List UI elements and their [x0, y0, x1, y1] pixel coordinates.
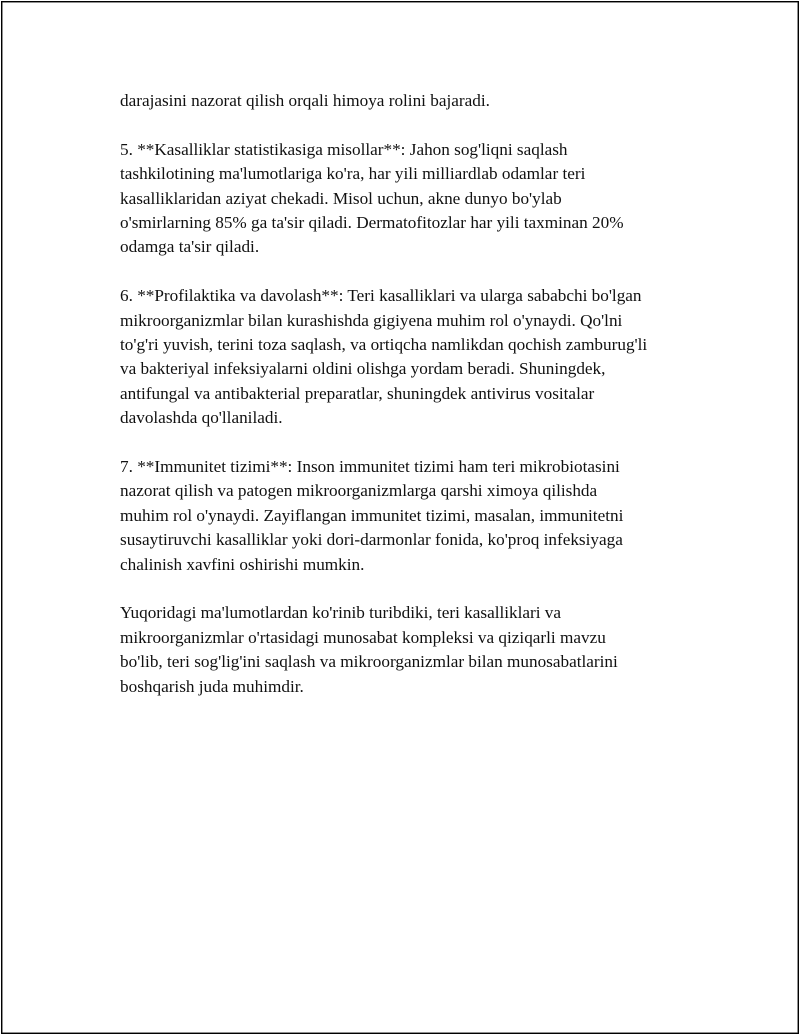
- document-body: [120, 89, 710, 723]
- paragraph-immune-system: 7. **Immunitet tizimi**: Inson immunitet tizimi ham teri mikrobiotasini nazorat qilish va patogen mikroorganizmlarga qarshi ximoya qilishda muhim rol o'ynaydi. Zayiflangan immunitet tizimi, masalan, immunitetni susaytiruvchi kasalliklar yoki dori-darmonlar fonida, ko'proq infeksiyaga chalinish xavfini oshirishi mumkin.: [120, 457, 624, 574]
- paragraph-disease-statistics: 5. **Kasalliklar statistikasiga misollar**: Jahon sog'liqni saqlash tashkilotining ma'lumotlariga ko'ra, har yili milliardlab odamlar teri kasalliklaridan aziyat chekadi. Misol uchun, akne dunyo bo'ylab o'smirlarning 85% ga ta'sir qiladi. Dermatofitozlar har yili taxminan 20% odamga ta'sir qiladi.: [120, 139, 624, 257]
- paragraph-conclusion: Yuqoridagi ma'lumotlardan ko'rinib turibdiki, teri kasalliklari va mikroorganizmlar o'rtasidagi munosabat kompleksi va qiziqarli mavzu bo'lib, teri sog'lig'ini saqlash va mikroorganizmlar bilan munosabatlarini boshqarish juda muhimdir.: [120, 603, 618, 696]
- paragraph-prevention-treatment: 6. **Profilaktika va davolash**: Teri kasalliklari va ularga sababchi bo'lgan mikroorganizmlar bilan kurashishda gigiyena muhim rol o'ynaydi. Qo'lni to'g'ri yuvish, terini toza saqlash, va ortiqcha namlikdan qochish zamburug'li va bakteriyal infeksiyalarni oldini olishga yordam beradi. Shuningdek, antifungal va antibakterial preparatlar, shuningdek antivirus vositalar davolashda qo'llaniladi.: [120, 286, 648, 428]
- paragraph-continuation: darajasini nazorat qilish orqali himoya rolini bajaradi.: [120, 91, 490, 110]
- document-page: [1, 1, 799, 1034]
